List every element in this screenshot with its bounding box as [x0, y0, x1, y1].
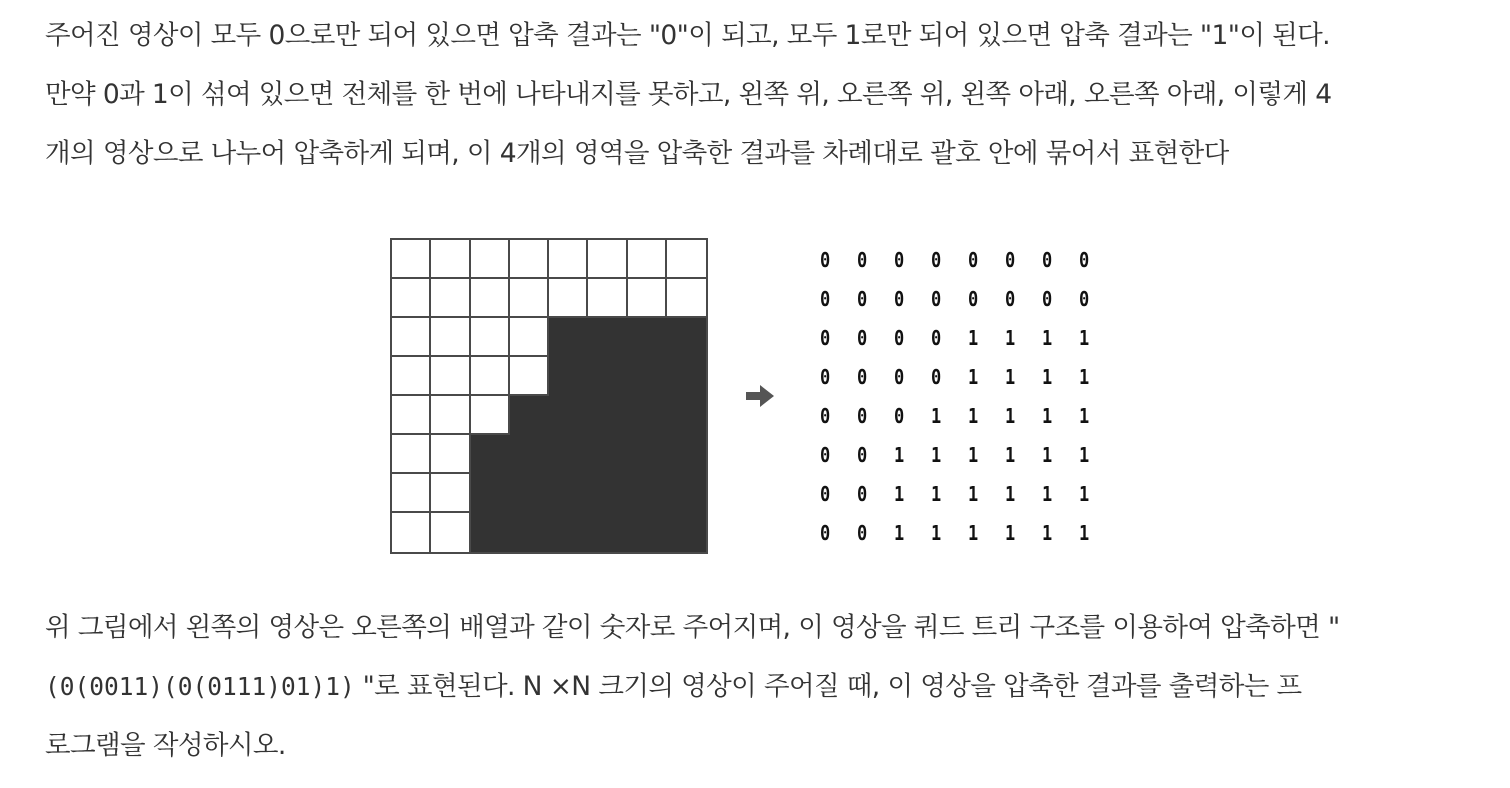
image-pixel — [431, 357, 470, 396]
image-pixel — [549, 279, 588, 318]
matrix-value: 0 — [857, 403, 868, 428]
outro-line — [45, 598, 1485, 657]
image-pixel — [510, 318, 549, 357]
matrix-value: 1 — [1079, 403, 1090, 428]
right-arrow-icon — [746, 385, 774, 407]
matrix-value: 0 — [857, 481, 868, 506]
matrix-value: 1 — [1005, 403, 1016, 428]
image-pixel — [588, 435, 627, 474]
matrix-value: 1 — [1042, 481, 1053, 506]
matrix-value: 1 — [968, 481, 979, 506]
matrix-value: 1 — [1042, 520, 1053, 545]
image-pixel — [549, 474, 588, 513]
image-pixel — [510, 513, 549, 552]
matrix-value: 1 — [1042, 442, 1053, 467]
image-pixel — [510, 357, 549, 396]
image-pixel — [549, 318, 588, 357]
image-pixel — [510, 396, 549, 435]
image-pixel — [549, 357, 588, 396]
image-pixel — [392, 318, 431, 357]
matrix-value: 1 — [1005, 481, 1016, 506]
matrix-value: 0 — [820, 247, 831, 272]
image-pixel — [667, 396, 706, 435]
matrix-value: 1 — [1005, 442, 1016, 467]
matrix-value: 1 — [1042, 364, 1053, 389]
image-pixel — [431, 435, 470, 474]
image-pixel — [667, 279, 706, 318]
image-pixel — [667, 513, 706, 552]
image-pixel — [510, 240, 549, 279]
matrix-value: 1 — [1005, 325, 1016, 350]
image-pixel — [392, 357, 431, 396]
binary-matrix — [820, 240, 1116, 552]
matrix-value: 0 — [894, 247, 905, 272]
matrix-value: 1 — [931, 442, 942, 467]
matrix-value: 1 — [894, 442, 905, 467]
image-pixel — [392, 474, 431, 513]
matrix-value: 1 — [968, 520, 979, 545]
matrix-value: 0 — [931, 247, 942, 272]
image-pixel — [588, 513, 627, 552]
matrix-value: 0 — [1005, 286, 1016, 311]
matrix-value: 0 — [857, 247, 868, 272]
compressed-code: (0(0011)(0(0111)01)1) — [45, 672, 355, 701]
intro-line: 만약 0과 1이 섞여 있으면 전체를 한 번에 나타내지를 못하고, 왼쪽 위, 오른쪽 위, 왼쪽 아래, 오른쪽 아래, 이렇게 4 — [45, 79, 1332, 110]
matrix-value: 0 — [931, 325, 942, 350]
matrix-value: 1 — [1042, 403, 1053, 428]
outro-line — [45, 657, 1485, 716]
matrix-value: 0 — [1005, 247, 1016, 272]
matrix-value: 0 — [1079, 247, 1090, 272]
image-pixel — [392, 513, 431, 552]
outro-text: 위 그림에서 왼쪽의 영상은 오른쪽의 배열과 같이 숫자로 주어지며, 이 영상을 쿼드 트리 구조를 이용하여 압축하면 " — [45, 612, 1340, 643]
matrix-value: 1 — [968, 325, 979, 350]
matrix-value: 0 — [894, 325, 905, 350]
image-pixel — [628, 357, 667, 396]
image-pixel — [471, 435, 510, 474]
image-pixel — [471, 357, 510, 396]
matrix-value: 1 — [931, 481, 942, 506]
image-pixel — [431, 240, 470, 279]
matrix-value: 0 — [820, 403, 831, 428]
image-pixel — [431, 474, 470, 513]
matrix-value: 1 — [1042, 325, 1053, 350]
matrix-value: 1 — [1079, 481, 1090, 506]
image-pixel — [628, 318, 667, 357]
image-pixel — [628, 435, 667, 474]
matrix-value: 0 — [968, 247, 979, 272]
matrix-value: 0 — [820, 442, 831, 467]
image-pixel — [667, 240, 706, 279]
matrix-value: 1 — [894, 520, 905, 545]
matrix-value: 0 — [931, 286, 942, 311]
matrix-value: 0 — [1079, 286, 1090, 311]
matrix-value: 0 — [857, 520, 868, 545]
intro-paragraph — [45, 6, 1485, 183]
matrix-value: 0 — [820, 286, 831, 311]
binary-image-grid — [390, 238, 708, 554]
matrix-value: 0 — [931, 364, 942, 389]
matrix-value: 1 — [1079, 520, 1090, 545]
image-pixel — [510, 279, 549, 318]
matrix-value: 0 — [820, 364, 831, 389]
image-pixel — [667, 318, 706, 357]
matrix-value: 0 — [894, 364, 905, 389]
matrix-value: 0 — [1042, 286, 1053, 311]
image-pixel — [392, 396, 431, 435]
image-pixel — [392, 435, 431, 474]
image-pixel — [667, 435, 706, 474]
matrix-value: 0 — [820, 520, 831, 545]
image-pixel — [471, 240, 510, 279]
image-pixel — [471, 396, 510, 435]
image-pixel — [510, 435, 549, 474]
matrix-value: 1 — [1005, 520, 1016, 545]
image-pixel — [628, 474, 667, 513]
image-pixel — [549, 513, 588, 552]
image-pixel — [549, 396, 588, 435]
image-pixel — [510, 474, 549, 513]
intro-line: 주어진 영상이 모두 0으로만 되어 있으면 압축 결과는 "0"이 되고, 모두 1로만 되어 있으면 압축 결과는 "1"이 된다. — [45, 20, 1331, 51]
matrix-value: 1 — [1079, 442, 1090, 467]
image-pixel — [588, 279, 627, 318]
outro-line — [45, 716, 1485, 775]
outro-paragraph — [45, 598, 1485, 775]
matrix-value: 1 — [1079, 325, 1090, 350]
matrix-value: 0 — [968, 286, 979, 311]
image-pixel — [549, 435, 588, 474]
image-pixel — [628, 240, 667, 279]
image-pixel — [588, 474, 627, 513]
matrix-value: 0 — [820, 481, 831, 506]
image-pixel — [628, 279, 667, 318]
intro-line: 개의 영상으로 나누어 압축하게 되며, 이 4개의 영역을 압축한 결과를 차례대로 괄호 안에 묶어서 표현한다 — [45, 138, 1229, 169]
outro-text: 로그램을 작성하시오. — [45, 730, 286, 761]
matrix-value: 0 — [857, 286, 868, 311]
image-pixel — [392, 279, 431, 318]
matrix-value: 0 — [1042, 247, 1053, 272]
image-pixel — [471, 318, 510, 357]
image-pixel — [431, 318, 470, 357]
matrix-value: 0 — [857, 442, 868, 467]
matrix-value: 1 — [968, 403, 979, 428]
matrix-value: 0 — [820, 325, 831, 350]
outro-text: "로 표현된다. N ×N 크기의 영상이 주어질 때, 이 영상을 압축한 결과를 출력하는 프 — [354, 671, 1302, 702]
quadtree-figure — [390, 238, 1120, 554]
image-pixel — [471, 513, 510, 552]
image-pixel — [471, 474, 510, 513]
matrix-value: 1 — [1079, 364, 1090, 389]
image-pixel — [392, 240, 431, 279]
image-pixel — [667, 474, 706, 513]
matrix-value: 0 — [857, 325, 868, 350]
image-pixel — [588, 396, 627, 435]
image-pixel — [667, 357, 706, 396]
matrix-value: 1 — [968, 364, 979, 389]
matrix-value: 0 — [894, 286, 905, 311]
image-pixel — [471, 279, 510, 318]
matrix-value: 1 — [968, 442, 979, 467]
matrix-value: 1 — [894, 481, 905, 506]
image-pixel — [431, 279, 470, 318]
matrix-value: 0 — [857, 364, 868, 389]
matrix-value: 1 — [931, 403, 942, 428]
image-pixel — [628, 513, 667, 552]
image-pixel — [588, 357, 627, 396]
image-pixel — [588, 240, 627, 279]
image-pixel — [588, 318, 627, 357]
matrix-value: 1 — [1005, 364, 1016, 389]
matrix-value: 1 — [931, 520, 942, 545]
image-pixel — [628, 396, 667, 435]
image-pixel — [549, 240, 588, 279]
matrix-value: 0 — [894, 403, 905, 428]
image-pixel — [431, 396, 470, 435]
image-pixel — [431, 513, 470, 552]
